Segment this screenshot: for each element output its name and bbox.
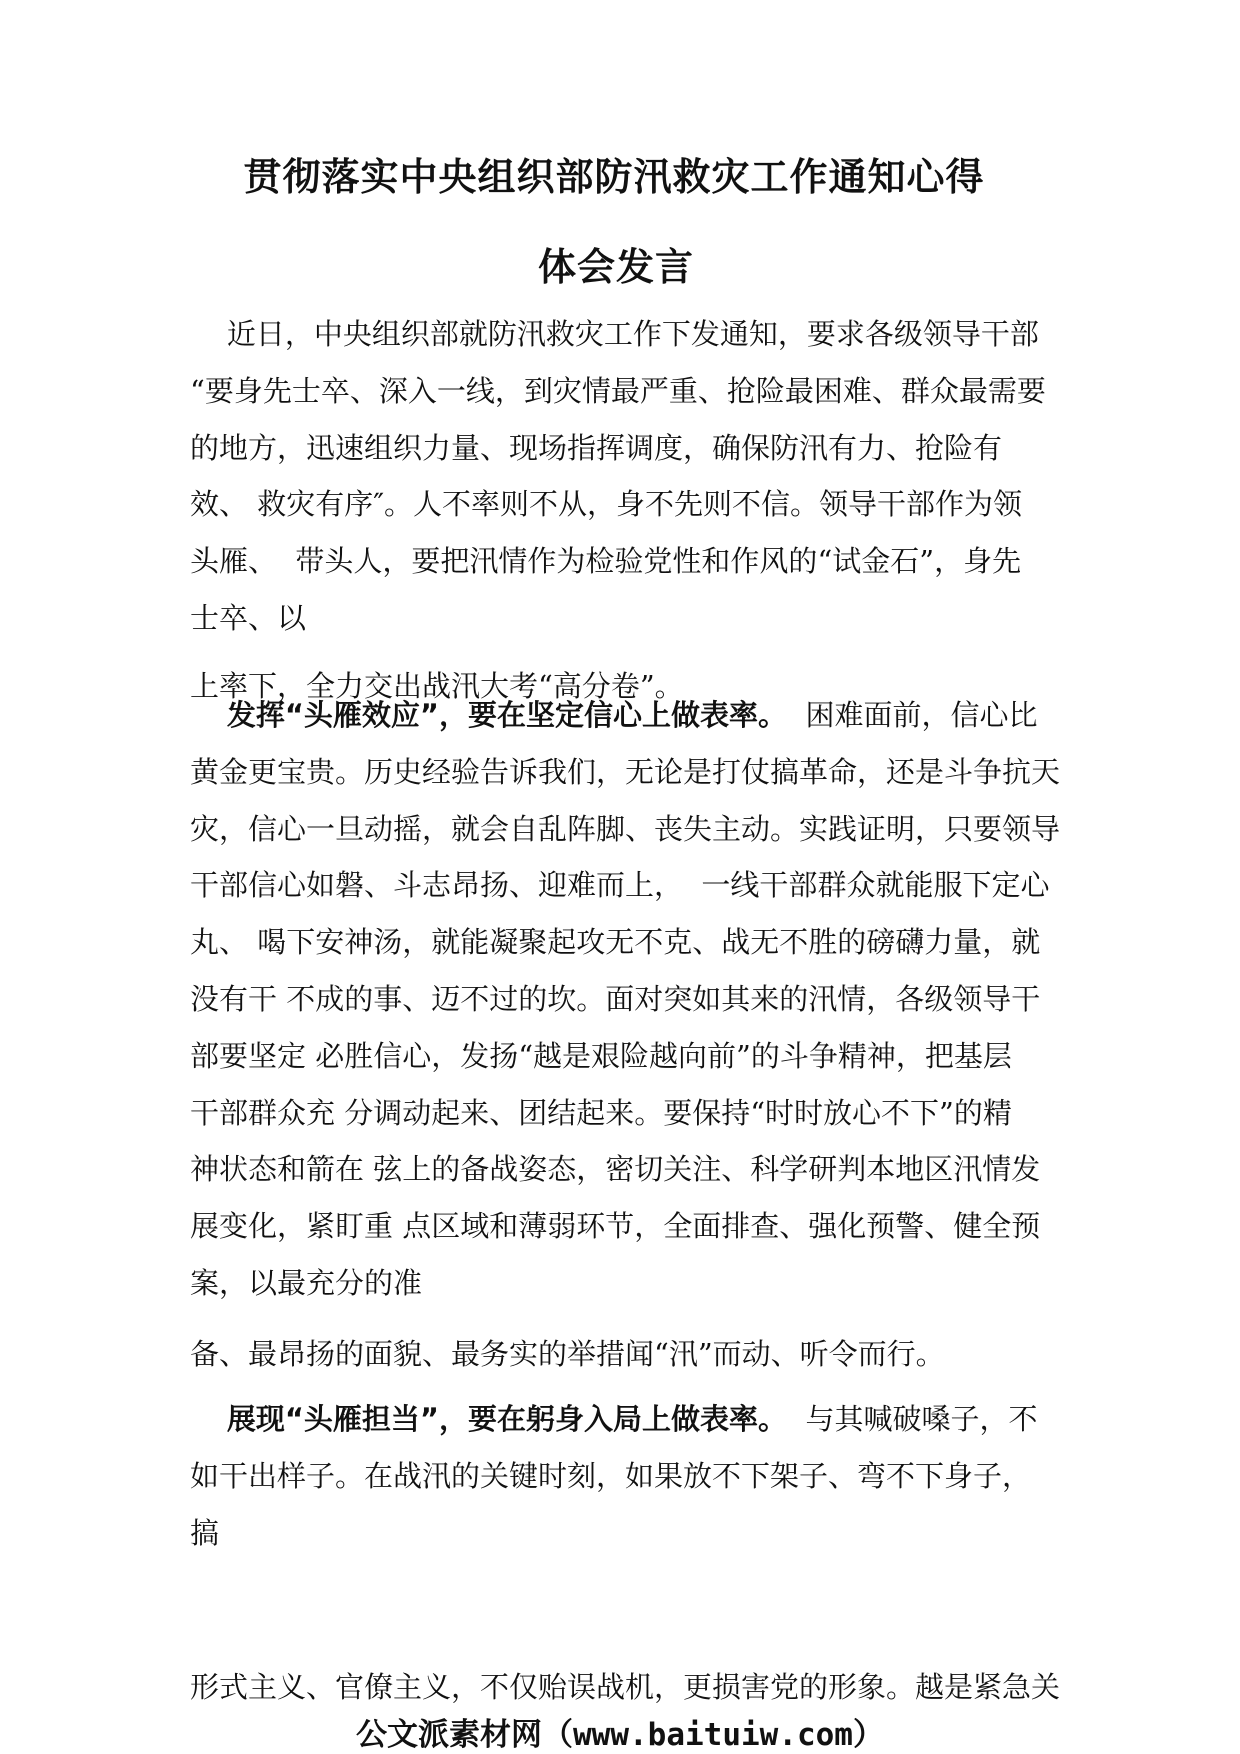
paragraph-intro-end: 上率下，全力交出战汛大考“高分卷”。: [190, 669, 684, 703]
section-1-lead: 发挥“头雁效应”，要在坚定信心上做表率。: [226, 698, 787, 732]
footer-site-name: 公文派素材网（: [356, 1717, 574, 1753]
section-2-paragraph: [190, 1391, 1070, 1561]
footer-close: ）: [852, 1717, 884, 1753]
section-2-first-line: 与其喊破嗓子，不: [805, 1402, 1038, 1436]
section-1-end: 备、最昂扬的面貌、最务实的举措闻“汛”而动、听令而行。: [190, 1337, 945, 1371]
footer-url[interactable]: www.baituiw.com: [573, 1717, 853, 1753]
document-title-line-1: 贯彻落实中央组织部防汛救灾工作通知心得: [243, 155, 985, 199]
footer-watermark: [0, 1716, 1240, 1754]
section-2-lead: 展现“头雁担当”，要在躬身入局上做表率。: [226, 1402, 787, 1436]
section-1-body: 黄金更宝贵。历史经验告诉我们，无论是打仗搞革命，还是斗争抗天 灾，信心一旦动摇，就会自乱阵脚、丧失主动。实践证明，只要领导 干部信心如磐、斗志昂扬、迎难而上， 一线干部群众就能服下定心 丸、 喝下安神汤，就能凝聚起攻无不克、战无不胜的磅礴力量，就 没有干 不成的事、迈不过的坎。面对突如其来的汛情，各级领导干 部要坚定 必胜信心，发扬“越是艰险越向前”的斗争精神，把基层 干部群众充 分调动起来、团结起来。要保持“时时放心不下”的精 神状态和箭在 弦上的备战姿态，密切关注、科学研判本地区汛情发 展变化，紧盯重 点区域和薄弱环节，全面排查、强化预警、健全预 案，以最充分的准: [190, 754, 1061, 1300]
section-1-paragraph: [190, 687, 1070, 1312]
document-title-line-2: 体会发言: [537, 245, 694, 289]
section-2-body: 如干出样子。在战汛的关键时刻，如果放不下架子、弯不下身子， 搞: [190, 1458, 1032, 1550]
section-2-continuation: 形式主义、官僚主义，不仅贻误战机，更损害党的形象。越是紧急关: [190, 1670, 1061, 1704]
section-1-first-line: 困难面前，信心比: [805, 698, 1038, 732]
paragraph-intro: 近日，中央组织部就防汛救灾工作下发通知，要求各级领导干部 “要身先士卒、深入一线，到灾情最严重、抢险最困难、群众最需要 的地方，迅速组织力量、现场指挥调度，确保防汛有力、抢险有 效、 救灾有序″。人不率则不从，身不先则不信。领导干部作为领 头雁、 带头人，要把汛情作为检验党性和作风的“试金石”，身先 士卒、以: [190, 317, 1046, 635]
